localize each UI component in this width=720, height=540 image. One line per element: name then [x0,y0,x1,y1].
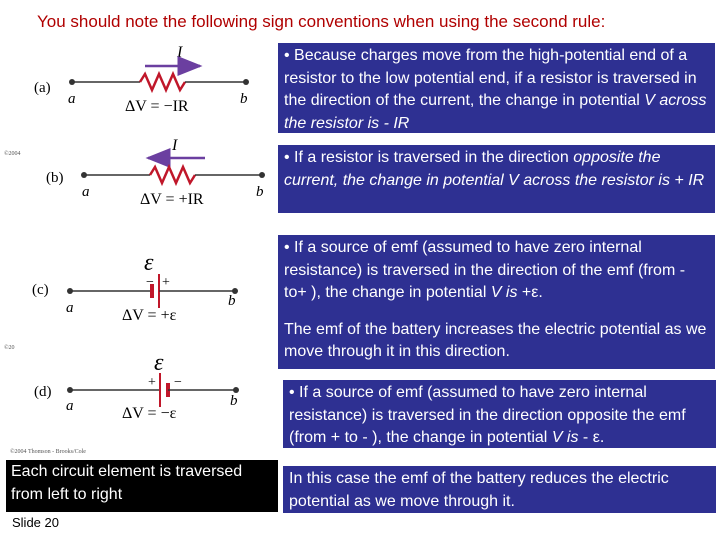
diagram-b [4,137,265,208]
box1-text: • Because charges move from the high-potential end of a resistor to the low potential end, if a resistor is traversed in the direction of the current, the change in potential [284,47,697,109]
slide-title: You should note the following sign conventions when using the second rule: [37,12,606,31]
diagram-b-label: (b) [46,170,64,186]
copyright-label: ©2004 [4,151,21,157]
delta-v-label: ΔV = −IR [125,98,189,115]
node-a-label: a [68,91,76,107]
node-b-label: b [240,91,248,107]
box1-italic: V across the resistor is - IR [284,92,707,132]
copyright-label: ©20 [4,345,15,351]
emf-label: ε [154,350,164,376]
plus-sign: + [162,275,170,290]
node-a-label: a [66,398,74,414]
delta-v-label: ΔV = −ε [122,405,177,422]
node-b [259,172,265,178]
diagram-c-label: (c) [32,282,49,298]
diagram-c [32,250,238,324]
resistor-opposite-box [278,145,715,213]
slide-number: Slide 20 [12,515,59,530]
emf-opposite-box: • If a source of emf (assumed to have zero internal resistance) is traversed in the direction opposite the emf (from + to - ), the change in potential V is - ε. [283,380,716,448]
emf-direction-box [278,235,715,369]
emf-reduces-box: In this case the emf of the battery reduces the electric potential as we move through it. [283,466,716,513]
diagram-d [10,350,239,455]
traversal-note: Each circuit element is traversed from left to right [6,460,278,512]
node-b-label: b [228,293,236,309]
delta-v-label: ΔV = +ε [122,307,177,324]
diagram-a-label: (a) [34,80,51,96]
node-a-label: a [82,184,90,200]
box2-italic: opposite the current, the change in potential V across the resistor is + IR [284,149,705,189]
box3-para2: The emf of the battery increases the electric potential as we move through it in this direction. [284,320,707,360]
box4-italic: V is [551,429,579,446]
minus-sign: − [174,375,182,390]
resistor-symbol [140,74,185,90]
current-label: I [172,137,178,154]
diagram-d-label: (d) [34,384,52,400]
delta-v-label: ΔV = +IR [140,191,204,208]
copyright-label: ©2004 Thomson - Brooks/Cole [10,449,86,455]
plus-sign: + [148,375,156,390]
node-b [243,79,249,85]
circuit-diagrams [0,0,290,460]
node-a-label: a [66,300,74,316]
box3-para1: • If a source of emf (assumed to have zero internal resistance) is traversed in the direction of the emf (from - to+ ), the change in potential V is +ε. [284,239,686,301]
current-label: I [177,44,183,61]
box4-text: • If a source of emf (assumed to have zero internal resistance) is traversed in the direction opposite the emf (from + to - ), the change in potential [289,384,686,446]
resistor-direction-box [278,43,715,133]
emf-label: ε [144,250,154,276]
node-b-label: b [230,393,238,409]
diagram-a [34,44,249,115]
node-b-label: b [256,184,264,200]
resistor-symbol [150,167,195,183]
minus-sign: − [146,275,154,290]
box2-text: • If a resistor is traversed in the direction [284,149,574,166]
